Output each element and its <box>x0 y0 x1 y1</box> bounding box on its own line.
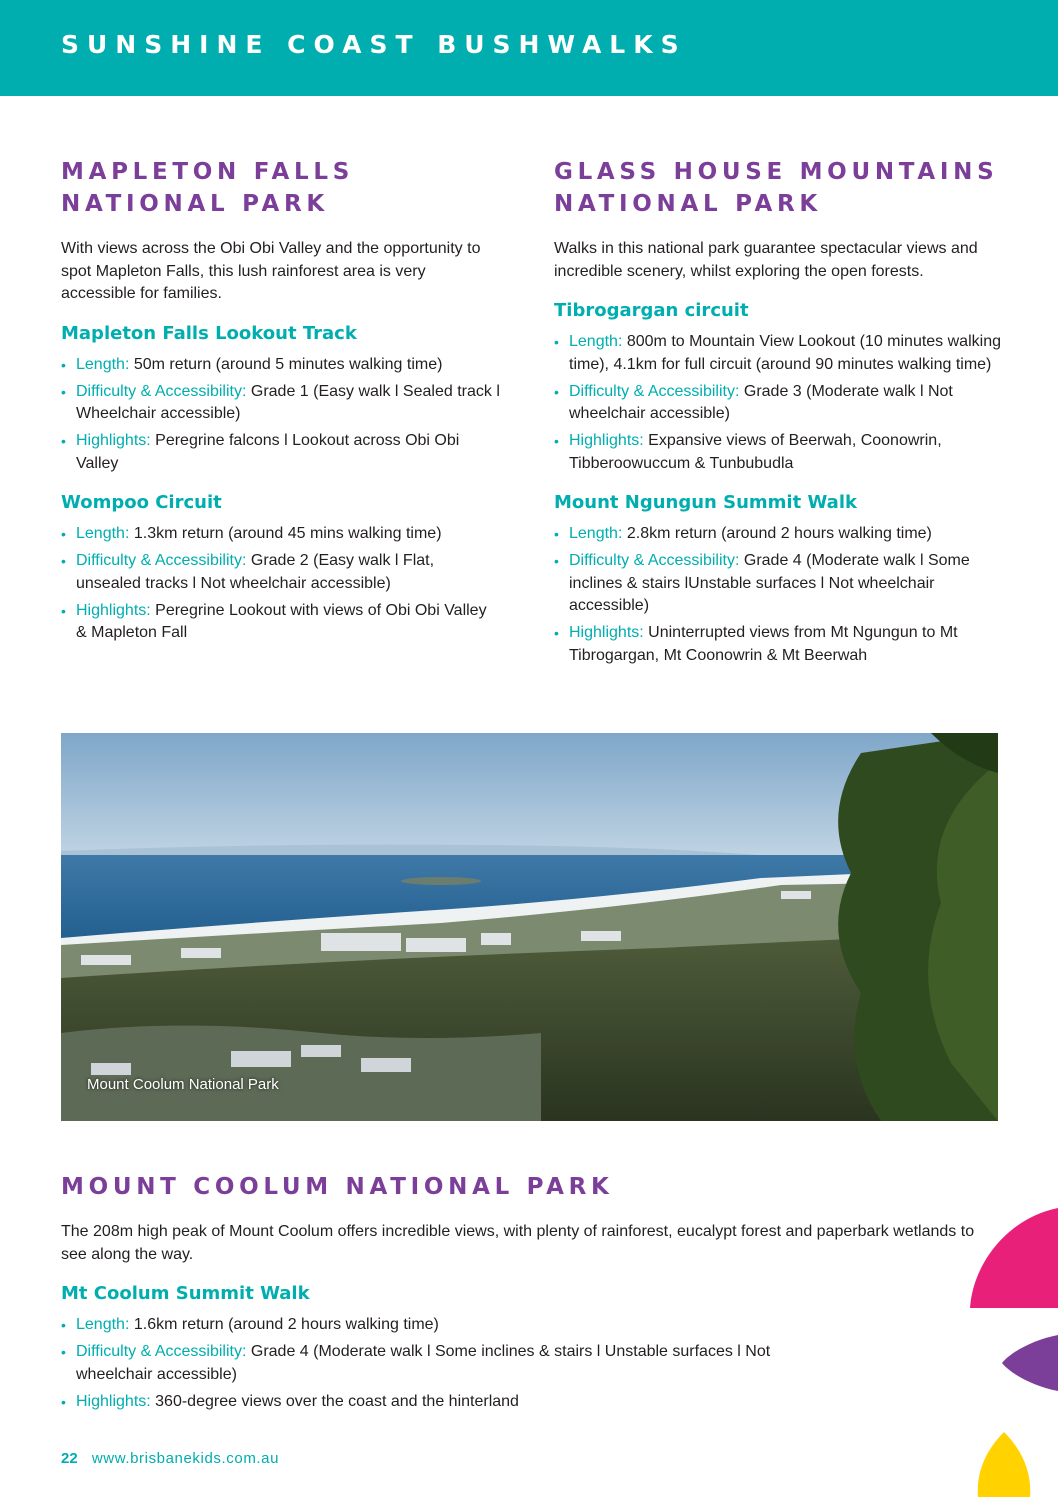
bullet-icon: • <box>61 383 66 400</box>
list-item <box>554 430 1004 475</box>
bullet-icon: • <box>554 553 559 569</box>
detail-label: Difficulty & Accessibility: <box>569 382 740 400</box>
detail-label: Highlights: <box>569 432 644 449</box>
detail-text: 2.8km return (around 2 hours walking time) <box>626 525 932 542</box>
park-intro: With views across the Obi Obi Valley and the opportunity to spot Mapleton Falls, this lush rainforest area is very accessible for families. <box>61 240 481 302</box>
detail-label: Difficulty & Accessibility: <box>76 382 247 400</box>
bullet-icon: • <box>61 1344 66 1360</box>
detail-text: Peregrine Lookout with views of Obi Obi Valley & Mapleton Fall <box>76 601 487 641</box>
list-item <box>61 1391 981 1414</box>
photo-caption: Mount Coolum National Park <box>87 1076 279 1093</box>
walk-details-list <box>554 523 1004 667</box>
page-number: 22 <box>61 1450 78 1467</box>
bullet-icon: • <box>554 383 559 400</box>
list-item <box>61 550 501 595</box>
yellow-petal-shape <box>976 1432 1032 1497</box>
list-item <box>554 622 1004 667</box>
walk-details-list <box>61 354 501 476</box>
header-banner <box>0 0 1058 96</box>
park-intro: The 208m high peak of Mount Coolum offers incredible views, with plenty of rainforest, eucalypt forest and paperbark wetlands to see along the way. <box>61 1223 975 1263</box>
detail-label: Length: <box>76 525 130 542</box>
detail-label: Length: <box>76 1316 130 1333</box>
detail-text: Peregrine falcons l Lookout across Obi Obi Valley <box>76 432 460 472</box>
landscape-illustration <box>61 733 998 1121</box>
detail-text: Grade 3 (Moderate walk l Not wheelchair accessible) <box>569 382 953 422</box>
header-title: SUNSHINE COAST BUSHWALKS <box>61 30 687 59</box>
list-item <box>61 354 501 377</box>
detail-label: Length: <box>569 525 623 542</box>
page-footer <box>61 1450 279 1467</box>
list-item <box>61 1314 981 1337</box>
detail-label: Highlights: <box>569 624 644 641</box>
mapleton-falls-section <box>61 156 501 649</box>
list-item <box>554 331 1004 376</box>
coastal-landscape-photo <box>61 733 998 1121</box>
list-item <box>61 381 501 426</box>
mount-coolum-section <box>61 1171 981 1418</box>
bullet-icon: • <box>61 1393 66 1410</box>
bullet-icon: • <box>61 1317 66 1333</box>
purple-petal-shape <box>1002 1335 1058 1391</box>
bullet-icon: • <box>61 356 66 373</box>
detail-label: Highlights: <box>76 1392 151 1410</box>
bullet-icon: • <box>554 334 559 350</box>
bullet-icon: • <box>554 433 559 449</box>
list-item <box>554 523 1004 546</box>
detail-text: Grade 4 (Moderate walk l Some inclines & stairs lUnstable surfaces l Not wheelchair accessible) <box>569 552 970 614</box>
walk-title: Mount Ngungun Summit Walk <box>554 492 857 513</box>
detail-text: Uninterrupted views from Mt Ngungun to Mt Tibrogargan, Mt Coonowrin & Mt Beerwah <box>569 624 958 664</box>
walk-details-list <box>61 523 501 645</box>
bullet-icon: • <box>554 526 559 542</box>
walk-details-list <box>554 331 1004 475</box>
detail-label: Difficulty & Accessibility: <box>76 552 247 569</box>
bullet-icon: • <box>61 526 66 542</box>
detail-text: Grade 2 (Easy walk l Flat, unsealed tracks l Not wheelchair accessible) <box>76 552 435 592</box>
website-link[interactable]: www.brisbanekids.com.au <box>91 1450 280 1467</box>
detail-label: Length: <box>76 355 130 373</box>
list-item <box>61 600 501 645</box>
walk-title: Tibrogargan circuit <box>554 300 749 321</box>
detail-text: 1.3km return (around 45 mins walking time) <box>133 525 442 542</box>
detail-label: Highlights: <box>76 601 151 619</box>
bullet-icon: • <box>61 602 66 619</box>
park-title-line1: MAPLETON FALLS <box>61 159 354 185</box>
detail-text: Expansive views of Beerwah, Coonowrin, Tibberoowuccum & Tunbubudla <box>569 432 942 472</box>
list-item <box>61 430 501 475</box>
walk-title: Wompoo Circuit <box>61 492 222 513</box>
glass-house-section <box>554 156 1004 672</box>
list-item <box>554 381 1004 426</box>
park-title-mapleton <box>61 156 501 220</box>
detail-text: 50m return (around 5 minutes walking time) <box>133 355 443 373</box>
detail-label: Highlights: <box>76 432 151 449</box>
walk-title: Mt Coolum Summit Walk <box>61 1283 310 1304</box>
pink-petal-shape <box>968 1208 1058 1308</box>
list-item <box>554 550 1004 618</box>
bullet-icon: • <box>554 625 559 641</box>
bullet-icon: • <box>61 553 66 569</box>
park-title-line2: NATIONAL PARK <box>554 191 822 217</box>
list-item <box>61 1341 796 1386</box>
park-title-glass-house <box>554 156 1004 220</box>
park-intro: Walks in this national park guarantee spectacular views and incredible scenery, whilst exploring the open forests. <box>554 240 978 280</box>
park-title-line2: NATIONAL PARK <box>61 191 329 217</box>
detail-label: Length: <box>569 333 623 350</box>
detail-text: Grade 4 (Moderate walk l Some inclines & stairs l Unstable surfaces l Not wheelchair accessible) <box>76 1343 771 1383</box>
detail-text: Grade 1 (Easy walk l Sealed track l Wheelchair accessible) <box>76 382 500 422</box>
detail-text: 360-degree views over the coast and the hinterland <box>155 1392 519 1410</box>
walk-details-list <box>61 1314 981 1413</box>
park-title-coolum: MOUNT COOLUM NATIONAL PARK <box>61 1174 614 1200</box>
walk-title: Mapleton Falls Lookout Track <box>61 322 357 344</box>
detail-text: 1.6km return (around 2 hours walking time) <box>133 1316 439 1333</box>
detail-label: Difficulty & Accessibility: <box>569 552 740 569</box>
park-title-line1: GLASS HOUSE MOUNTAINS <box>554 159 999 185</box>
detail-label: Difficulty & Accessibility: <box>76 1343 247 1360</box>
bullet-icon: • <box>61 433 66 449</box>
detail-text: 800m to Mountain View Lookout (10 minutes walking time), 4.1km for full circuit (around 90 minutes walking time) <box>569 333 1001 373</box>
list-item <box>61 523 501 546</box>
